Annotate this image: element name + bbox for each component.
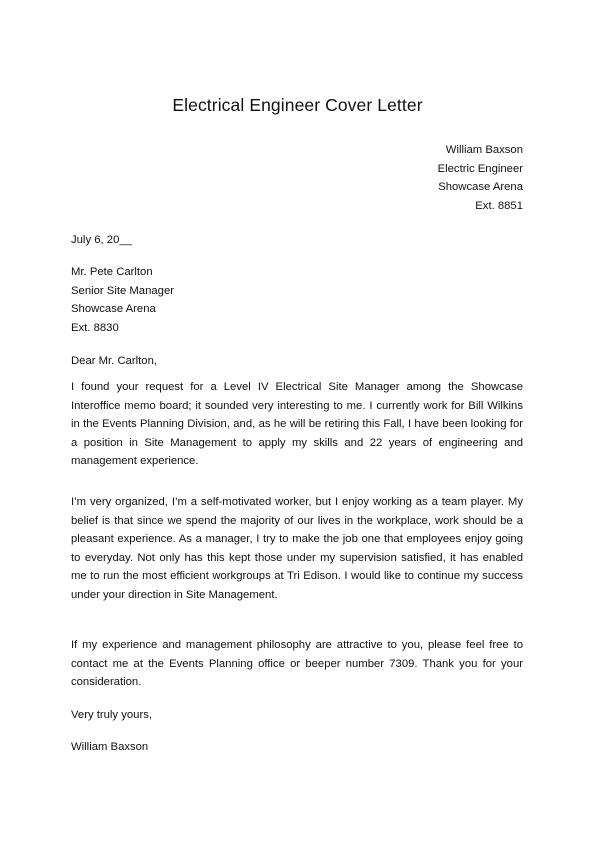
paragraph-2: I’m very organized, I’m a self-motivated worker, but I enjoy working as a team player. My belief is that since we spend the majority of our lives in the workplace, work should be a pleasant experience. As a manager, I try to make the job one that employees enjoy going to everyday. Not only has this kept those under my supervision satisfied, it has enabled me to run the most efficient workgroups at Tri Edison. I would like to continue my success under your direction in Site Management. — [71, 496, 523, 601]
paragraph-1: I found your request for a Level IV Electrical Site Manager among the Showcase Interoffice memo board; it sounded very interesting to me. I currently work for Bill Wilkins in the Events Planning Division, and, as he will be retiring this Fall, I have been looking for a position in Site Management to apply my skills and 22 years of engineering and management experience. — [71, 381, 523, 467]
salutation: Dear Mr. Carlton, — [71, 355, 158, 367]
letter-date: July 6, 20__ — [71, 234, 132, 246]
recipient-extension: Ext. 8830 — [71, 321, 119, 334]
sender-location: Showcase Arena — [438, 181, 523, 194]
closing-line: Very truly yours, — [71, 709, 152, 721]
sender-block — [438, 141, 523, 215]
paragraph-3: If my experience and management philosophy are attractive to you, please feel free to contact me at the Events Planning office or beeper number 7309. Thank you for your consideration. — [71, 639, 523, 688]
sender-name: William Baxson — [445, 144, 523, 156]
recipient-block — [71, 263, 523, 337]
recipient-position: Senior Site Manager — [71, 284, 174, 297]
signature-name: William Baxson — [71, 741, 149, 753]
document-title: Electrical Engineer Cover Letter — [172, 95, 423, 115]
recipient-name: Mr. Pete Carlton — [71, 266, 153, 278]
sender-extension: Ext. 8851 — [475, 199, 523, 212]
recipient-location: Showcase Arena — [71, 303, 156, 315]
sender-position: Electric Engineer — [437, 162, 523, 175]
